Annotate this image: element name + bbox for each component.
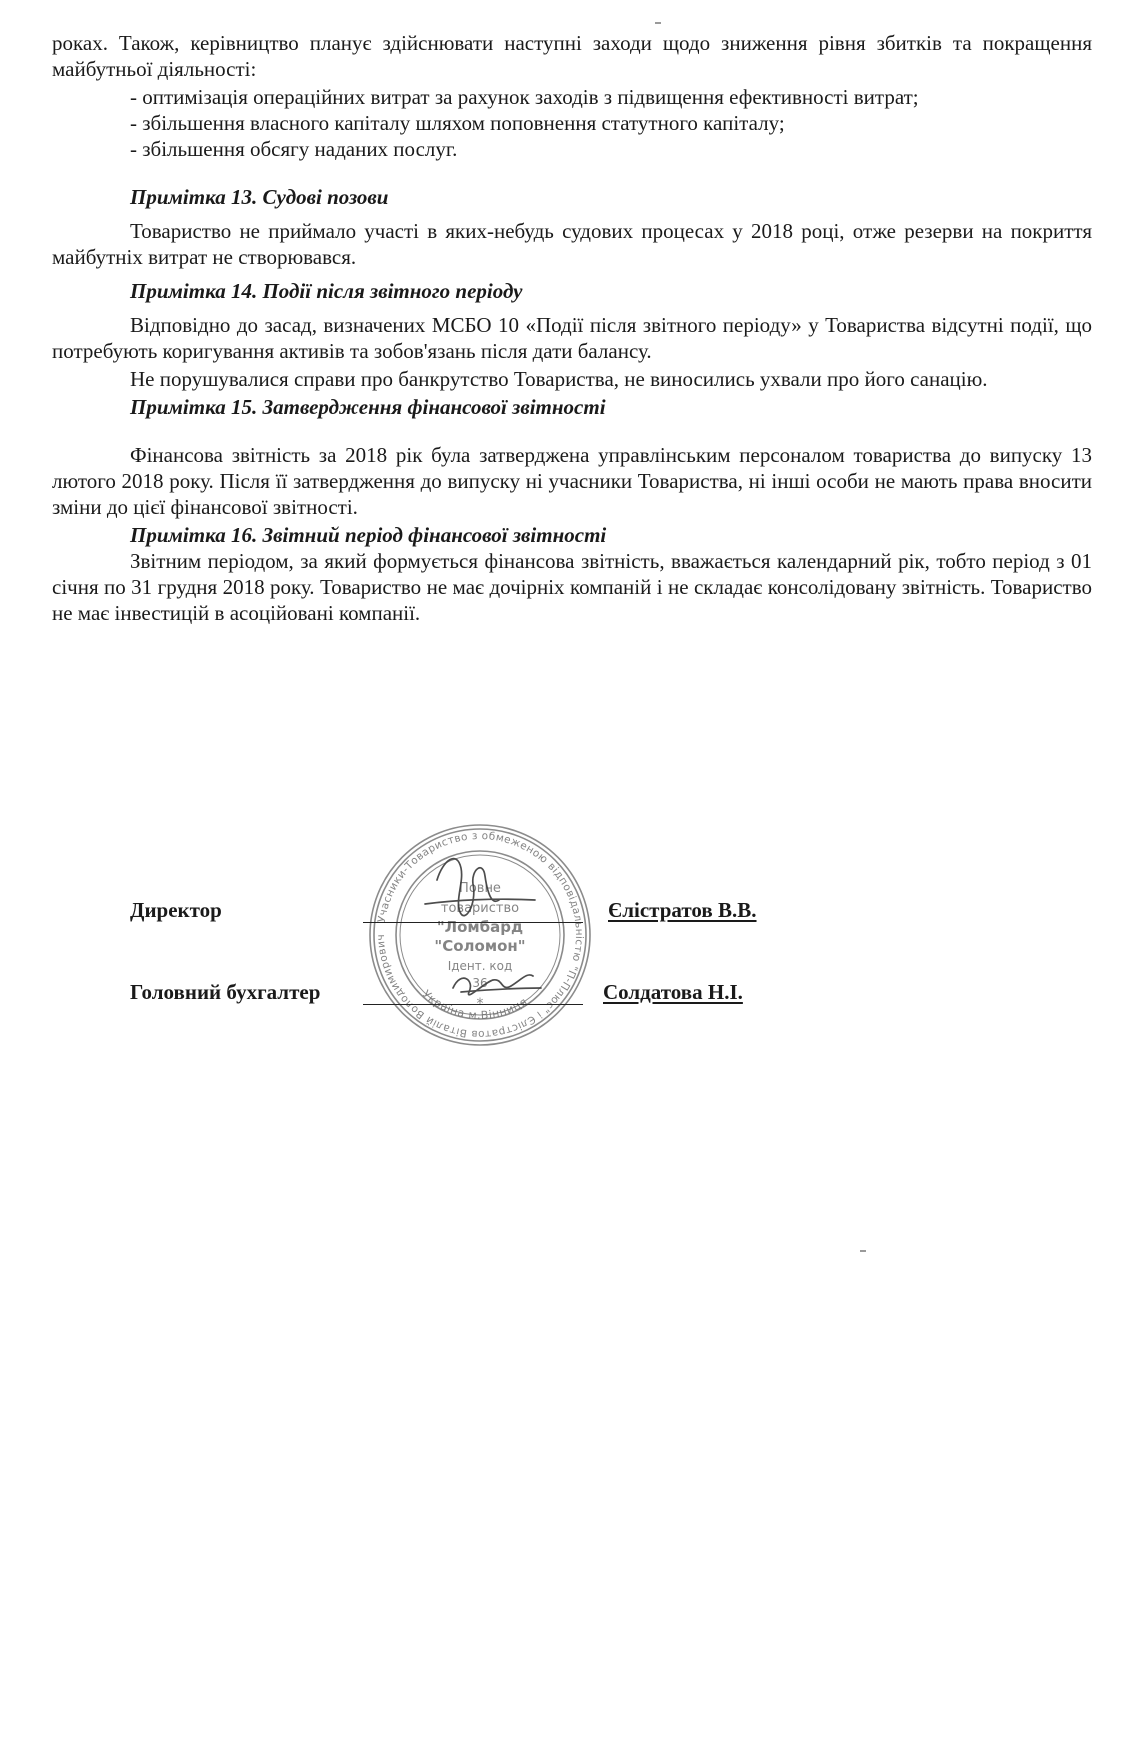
stamp-inner-line5: 36 <box>472 976 488 990</box>
stamp-bottom-text: Україна м.Вінниця <box>419 987 530 1022</box>
director-signature-line <box>363 922 583 923</box>
accountant-name: Солдатова Н.І. <box>603 980 743 1004</box>
paragraph-note-14b: Не порушувалися справи про банкрутство Товариства, не виносились ухвали про його санацію. <box>130 367 988 391</box>
signature-row-director <box>130 898 930 928</box>
stamp-outer-text: Учасники-Товариство з обмеженою відповідальністю "П-Плюс" і Єлістратов Віталій Володимирович <box>374 829 586 1041</box>
list-item-services: - збільшення обсягу наданих послуг. <box>130 137 458 161</box>
scan-artifact <box>860 1250 866 1252</box>
director-title: Директор <box>130 898 222 922</box>
stamp-inner-line3: "Соломон" <box>434 937 526 955</box>
paragraph-note-15: Фінансова звітність за 2018 рік була затверджена управлінським персоналом товариства до випуску 13 лютого 2018 року. Після її затвердження до випуску ні учасники Товариства, ні інші особи не мають права вносити зміни до цієї фінансової звітності. <box>52 443 1092 519</box>
heading-note-15: Примітка 15. Затвердження фінансової звітності <box>130 395 606 419</box>
stamp-inner-top: Повне <box>459 881 501 896</box>
stamp-inner-line1: товариство <box>440 901 520 916</box>
director-name: Єлістратов В.В. <box>608 898 757 922</box>
heading-note-16: Примітка 16. Звітний період фінансової звітності <box>130 523 607 547</box>
list-item-costs: - оптимізація операційних витрат за рахунок заходів з підвищення ефективності витрат; <box>130 85 919 109</box>
signature-row-accountant <box>130 980 930 1010</box>
svg-text:*: * <box>476 996 484 1012</box>
document-body <box>52 30 1092 626</box>
accountant-signature-line <box>363 1004 583 1005</box>
heading-note-14: Примітка 14. Події після звітного періоду <box>130 279 523 303</box>
accountant-title: Головний бухгалтер <box>130 980 321 1004</box>
paragraph-note-14a: Відповідно до засад, визначених МСБО 10 «Події після звітного періоду» у Товариства відсутні події, що потребують коригування активів та зобов'язань після дати балансу. <box>52 313 1092 363</box>
stamp-inner-line2: "Ломбард <box>436 918 524 936</box>
paragraph-note-16: Звітним періодом, за який формується фінансова звітність, вважається календарний рік, тобто період з 01 січня по 31 грудня 2018 року. Товариство не має дочірніх компаній і не складає консолідовану звітність. Товариство не має інвестицій в асоційовані компанії. <box>52 549 1092 625</box>
list-item-capital: - збільшення власного капіталу шляхом поповнення статутного капіталу; <box>130 111 785 135</box>
paragraph-intro: роках. Також, керівництво планує здійснювати наступні заходи щодо зниження рівня збитків та покращення майбутньої діяльності: <box>52 31 1092 81</box>
stamp-inner-line4: Ідент. код <box>447 959 513 973</box>
heading-note-13: Примітка 13. Судові позови <box>130 185 389 209</box>
scan-artifact <box>655 22 661 24</box>
signature-block <box>130 880 930 1040</box>
paragraph-note-13: Товариство не приймало участі в яких-небудь судових процесах у 2018 році, отже резерви на покриття майбутніх витрат не створювався. <box>52 219 1092 269</box>
